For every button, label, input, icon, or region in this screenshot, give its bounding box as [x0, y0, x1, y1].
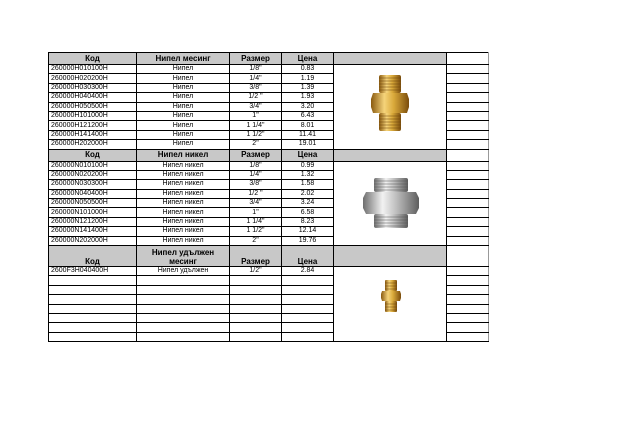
table-row: 260000N101000H Нипел никел 1" 6.58 [49, 208, 489, 217]
section-header [49, 149, 489, 161]
table-row: 260000H010100H Нипел 1/8" 0.83 [49, 65, 489, 74]
nickel-nipple-fitting-icon [362, 176, 420, 230]
price-sheet [48, 52, 488, 342]
table-row: 260000H101000H Нипел 1" 6.43 [49, 111, 489, 120]
table-row: 260000N141400H Нипел никел 1 1/2" 12.14 [49, 227, 489, 236]
table-row: 260000N121200H Нипел никел 1 1/4" 8.23 [49, 217, 489, 226]
long-brass-nipple-fitting-icon [380, 279, 402, 313]
header-price: Цена [282, 53, 334, 65]
table-row: 260000N010100H Нипел никел 1/8" 0.99 [49, 161, 489, 170]
header-code: Код [49, 246, 137, 267]
brass-nipple-fitting-icon [370, 73, 410, 133]
table-row: 260000H121200H Нипел 1 1/4" 8.01 [49, 121, 489, 130]
table-row: 260000H141400H Нипел 1 1/2" 11.41 [49, 130, 489, 139]
section-header [49, 246, 489, 267]
header-name: Нипел никел [137, 149, 230, 161]
header-code: Код [49, 53, 137, 65]
table-row: 260000H040400H Нипел 1/2 " 1.93 [49, 93, 489, 102]
header-size: Размер [230, 149, 282, 161]
header-image-cell [334, 53, 447, 65]
table-row: 260000N020200H Нипел никел 1/4" 1.32 [49, 170, 489, 179]
table-row: 260000N040400H Нипел никел 1/2 " 2.02 [49, 189, 489, 198]
header-name: Нипел месинг [137, 53, 230, 65]
product-image-cell [334, 161, 447, 246]
table-row: 260000N202000H Нипел никел 2" 19.76 [49, 236, 489, 245]
header-price: Цена [282, 149, 334, 161]
table-row: 260000N050500H Нипел никел 3/4" 3.24 [49, 199, 489, 208]
table-row: 2600F3H040400H Нипел удължен 1/2" 2.84 [49, 267, 489, 276]
header-name: Нипел удължен месинг [137, 246, 230, 267]
header-image-cell [334, 149, 447, 161]
product-image-cell [334, 65, 447, 150]
table-row: 260000N030300H Нипел никел 3/8" 1.58 [49, 180, 489, 189]
price-table [48, 52, 489, 342]
header-image-cell [334, 246, 447, 267]
section-header [49, 53, 489, 65]
table-row: 260000H020200H Нипел 1/4" 1.19 [49, 74, 489, 83]
table-row: 260000H030300H Нипел 3/8" 1.39 [49, 83, 489, 92]
header-size: Размер [230, 53, 282, 65]
product-image-cell [334, 267, 447, 342]
header-size: Размер [230, 246, 282, 267]
table-row: 260000H050500H Нипел 3/4" 3.20 [49, 102, 489, 111]
header-price: Цена [282, 246, 334, 267]
header-code: Код [49, 149, 137, 161]
table-row: 260000H202000H Нипел 2" 19.01 [49, 140, 489, 149]
